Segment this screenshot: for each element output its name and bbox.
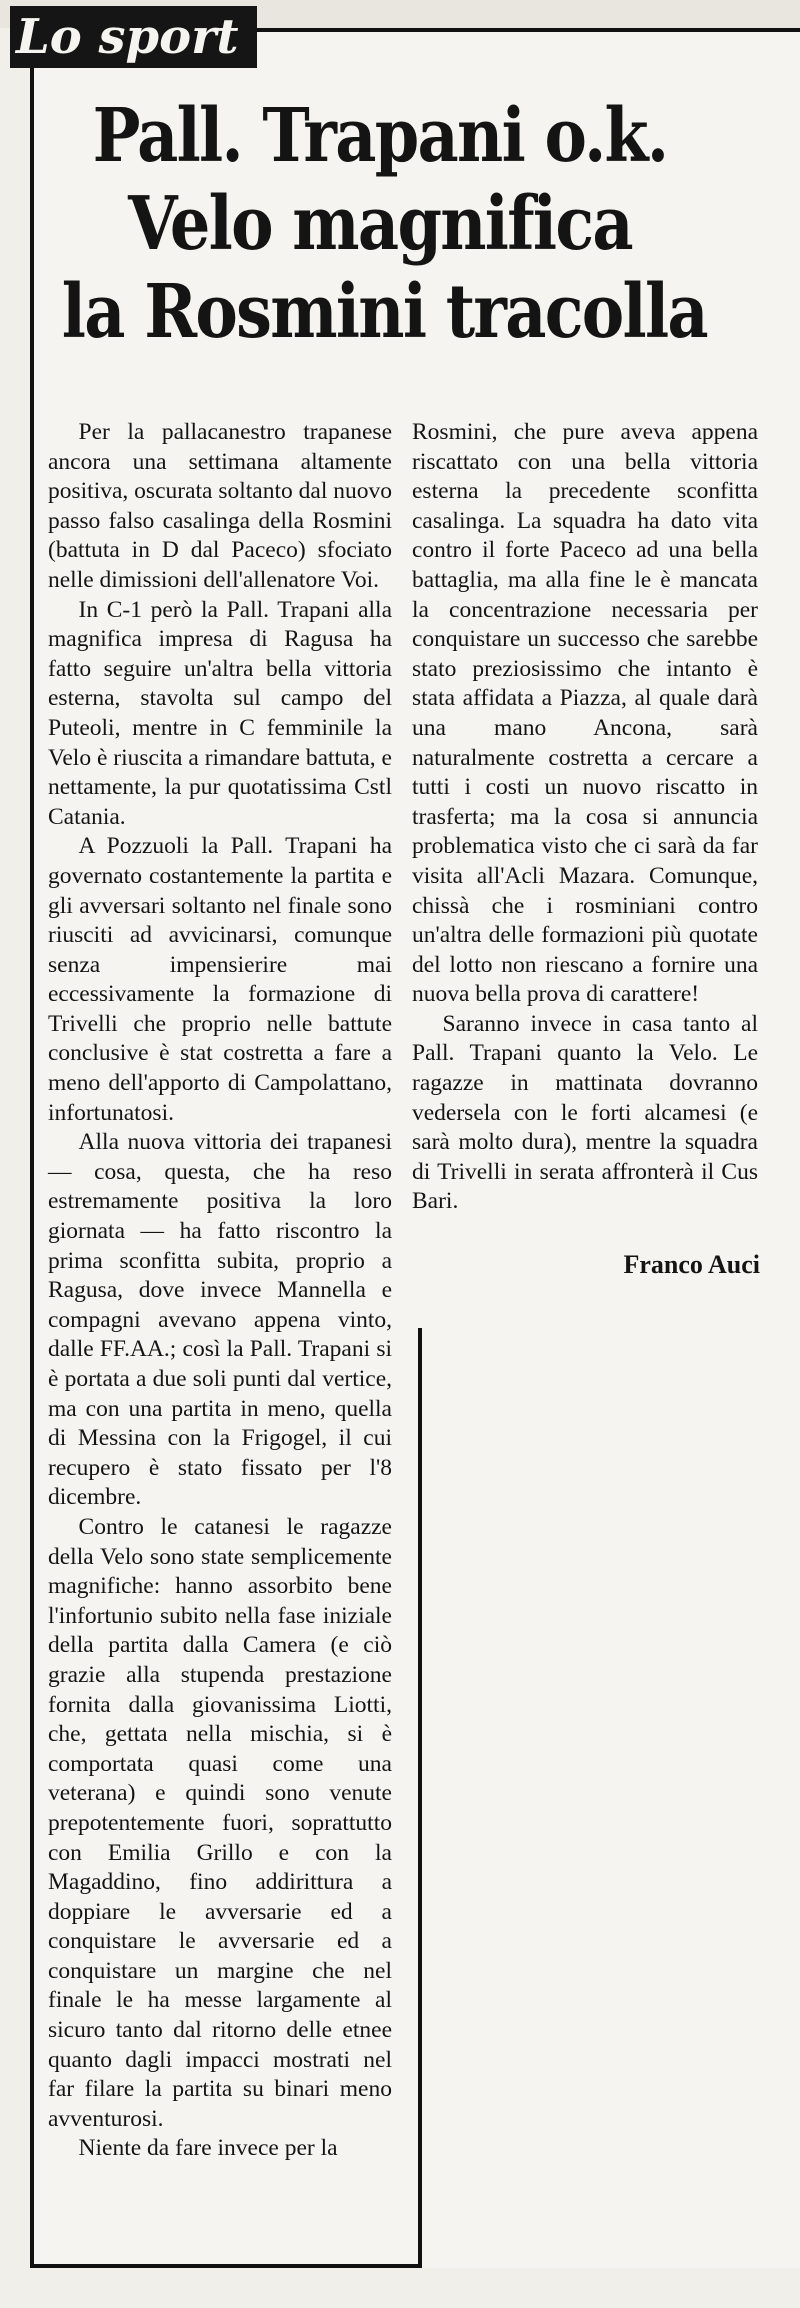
paragraph: Rosmini, che pure aveva appena riscattato con una bella vittoria esterna la precedente sconfitta casalinga. La squadra ha dato vita contro il forte Paceco ad una bella battaglia, ma alla fine le è mancata la concentrazione necessaria per conquistare un successo che sarebbe stato preziosissimo che intanto è stata affidata a Piazza, al quale darà una mano Ancona, sarà naturalmente costretta a cercare a tutti i costi un nuovo riscatto in trasferta; ma la cosa si annuncia problematica visto che ci sarà da far visita all'Acli Mazara. Comunque, chissà che i rosminiani contro un'altra delle formazioni più quotate del lotto non riescano a fornire una nuova bella prova di carattere!: [412, 419, 758, 1008]
article-column-2: [412, 418, 758, 1217]
article-headline: [61, 92, 707, 356]
article-column-1: [48, 418, 392, 2164]
paragraph: Saranno invece in casa tanto al Pall. Trapani quanto la Velo. Le ragazze in mattinata dovranno vedersela con le forti alcamesi (e sarà molto dura), mentre la squadra di Trivelli in serata affronterà il Cus Bari.: [412, 1010, 758, 1215]
headline-line-1: Pall. Trapani o.k.: [92, 93, 668, 179]
border-column-rule: [418, 1328, 422, 2268]
paragraph: A Pozzuoli la Pall. Trapani ha governato costantemente la partita e gli avversari soltanto nel finale sono riusciti ad avvicinarsi, comunque senza impensierire mai eccessivamente la formazione di Trivelli che proprio nelle battute conclusive è stat costretta a fare a meno dell'apporto di Campolattano, infortunatosi.: [48, 833, 392, 1126]
paragraph: Per la pallacanestro trapanese ancora una settimana altamente positiva, oscurata soltanto dal nuovo passo falso casalinga della Rosmini (battuta in D dal Paceco) sfociato nelle dimissioni dell'allenatore Voi.: [48, 419, 392, 593]
paragraph: Contro le catanesi le ragazze della Velo sono state semplicemente magnifiche: hanno assorbito bene l'infortunio subito nella fase iniziale della partita dalla Camera (e ciò grazie alla stupenda prestazione fornita dalla giovanissima Liotti, che, gettata nella mischia, si è comportata quasi come una veterana) e quindi sono venute prepotentemente fuori, soprattutto con Emilia Grillo e con la Magaddino, fino addirittura a doppiare le avversarie ed a conquistare le avversarie ed a conquistare un margine che nel finale le ha messe largamente al sicuro tanto dal ritorno delle etnee quanto dagli impacci mostrati nel far filare la partita su binari meno avventurosi.: [48, 1513, 392, 2132]
author-byline: Franco Auci: [623, 1250, 760, 1279]
headline-line-3: la Rosmini tracolla: [61, 269, 707, 355]
border-bottom-rule: [30, 2264, 420, 2268]
section-label: Lo sport: [10, 6, 257, 68]
border-left-rule: [30, 28, 34, 2268]
paragraph: In C-1 però la Pall. Trapani alla magnifica impresa di Ragusa ha fatto seguire un'altra bella vittoria esterna, stavolta sul campo del Puteoli, mentre in C femminile la Velo è riuscita a rimandare battuta, e nettamente, la pur quotatissima Cstl Catania.: [48, 596, 392, 830]
headline-line-2: Velo magnifica: [128, 181, 632, 267]
paragraph: Niente da fare invece per la: [78, 2135, 338, 2162]
paragraph: Alla nuova vittoria dei trapanesi — cosa, questa, che ha reso estremamente positiva la loro giornata — ha fatto riscontro la prima sconfitta subita, proprio a Ragusa, dove invece Mannella e compagni avevano appena vinto, dalle FF.AA.; così la Pall. Trapani si è portata a due soli punti dal vertice, ma con una partita in meno, quella di Messina con la Frigogel, il cui recupero è stato fissato per l'8 dicembre.: [48, 1129, 392, 1511]
